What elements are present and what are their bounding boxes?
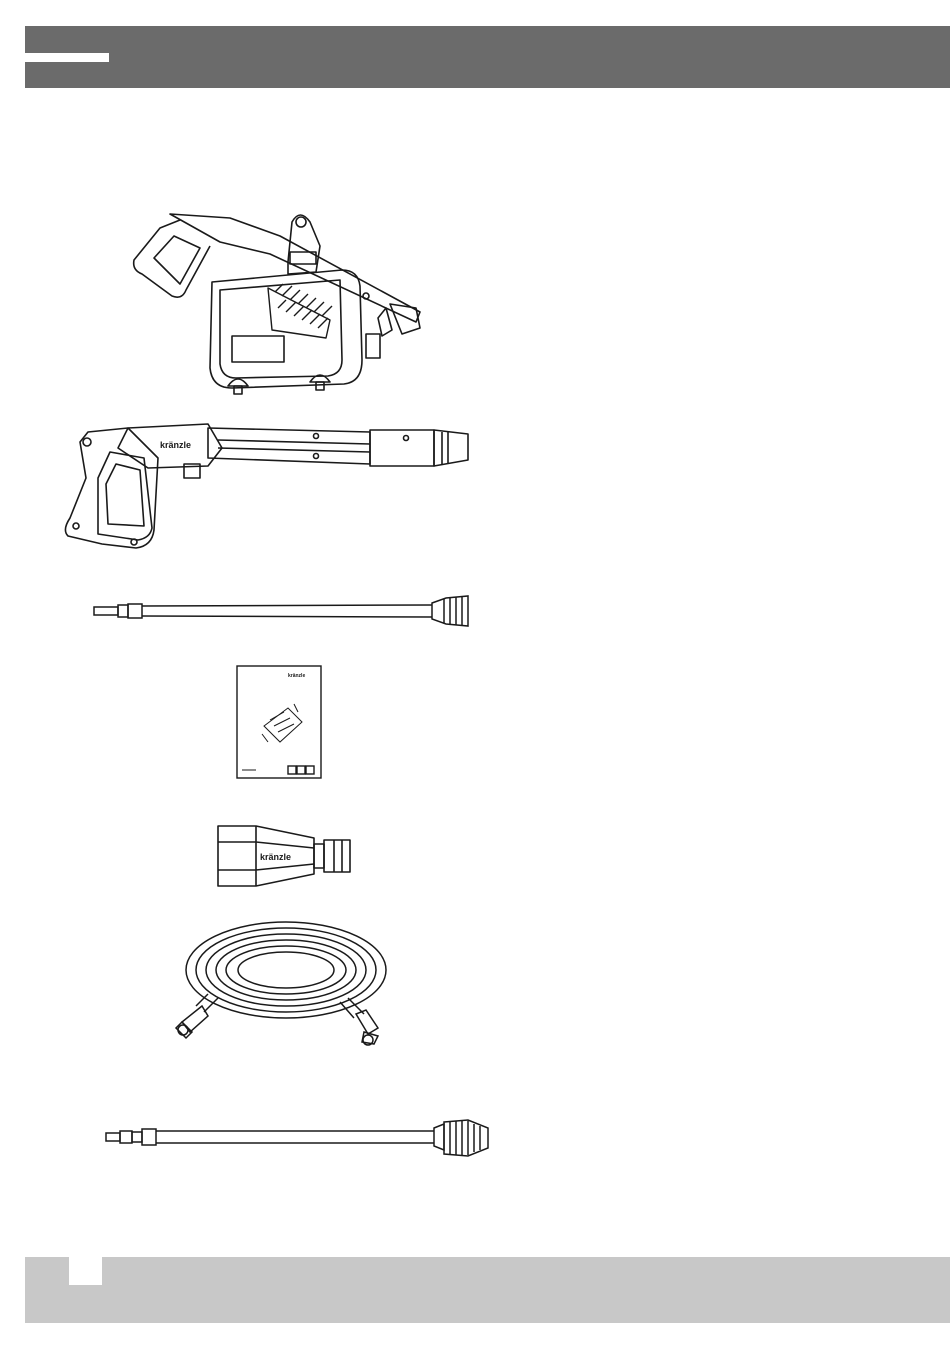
turbo-lance-icon <box>104 1118 494 1158</box>
spray-lance-icon <box>92 594 472 628</box>
manual-brand-text: kränzle <box>288 673 306 679</box>
pressure-washer-unit-icon <box>120 200 440 400</box>
gun-brand-text: kränzle <box>160 440 192 450</box>
page-header-bar <box>25 26 950 88</box>
page-footer-bar <box>25 1257 950 1323</box>
high-pressure-hose-icon <box>168 918 392 1050</box>
operating-manual-icon <box>234 664 324 782</box>
trigger-gun-icon <box>58 418 472 558</box>
page-number-tab <box>69 1257 102 1285</box>
nozzle-adapter-icon <box>214 822 354 890</box>
nozzle-brand-text: kränzle <box>260 852 292 862</box>
header-tab-marker <box>25 53 109 62</box>
